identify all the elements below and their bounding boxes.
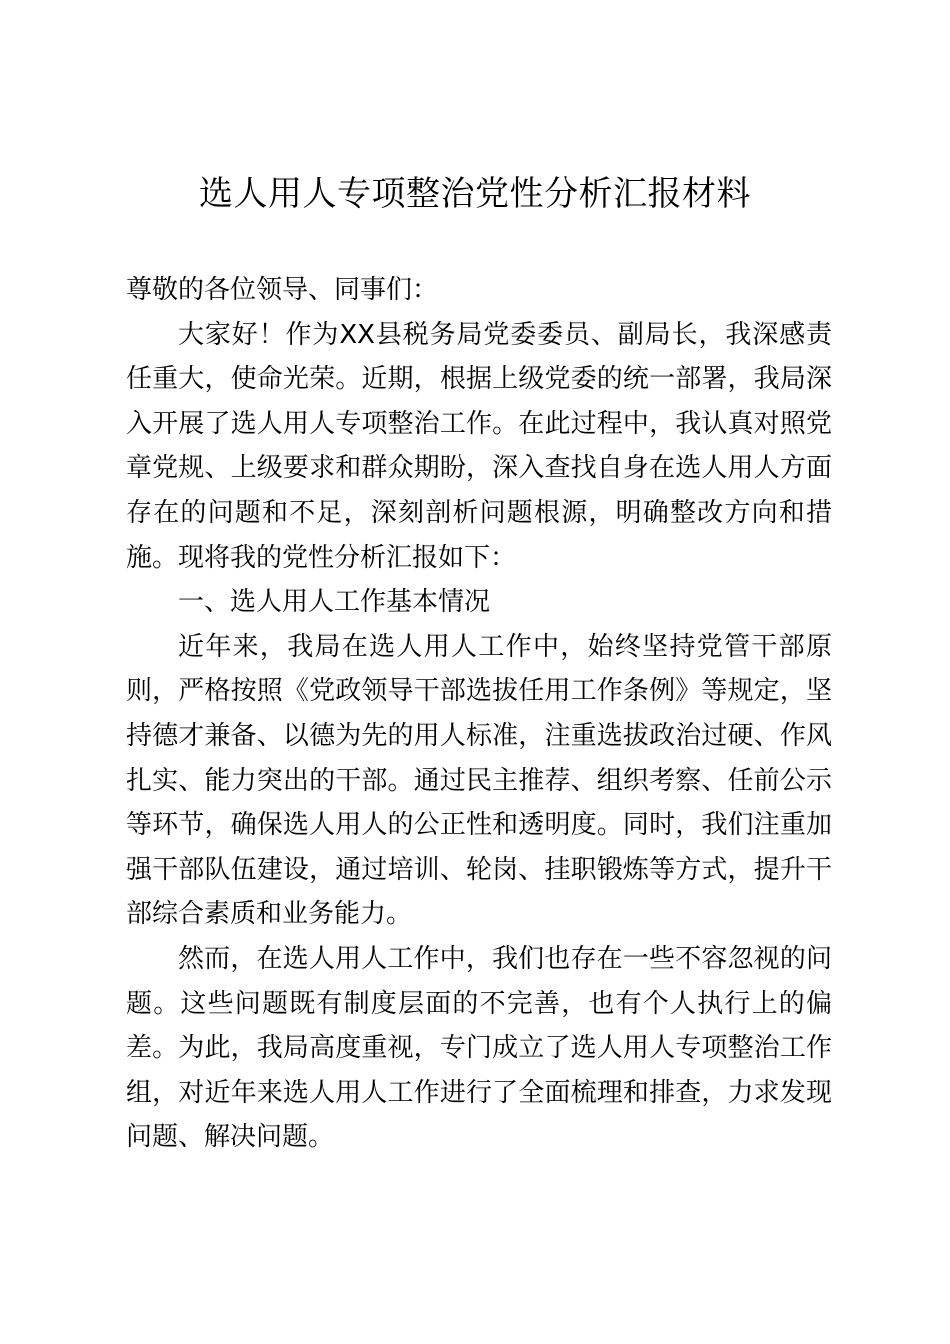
- section-heading: 一、选人用人工作基本情况: [178, 587, 491, 618]
- document-body: [126, 268, 832, 1160]
- document-title: 选人用人专项整治党性分析汇报材料: [199, 174, 751, 214]
- paragraph-intro: 大家好！作为XX县税务局党委委员、副局长，我深感责任重大，使命光荣。近期，根据上级党委的统一部署，我局深入开展了选人用人专项整治工作。在此过程中，我认真对照党章党规、上级要求和群众期盼，深入查找自身在选人用人方面存在的问题和不足，深刻剖析问题根源，明确整改方向和措施。现将我的党性分析汇报如下：: [126, 319, 832, 573]
- paragraph-basic-situation: 近年来，我局在选人用人工作中，始终坚持党管干部原则，严格按照《党政领导干部选拔任用工作条例》等规定，坚持德才兼备、以德为先的用人标准，注重选拔政治过硬、作风扎实、能力突出的干部。通过民主推荐、组织考察、任前公示等环节，确保选人用人的公正性和透明度。同时，我们注重加强干部队伍建设，通过培训、轮岗、挂职锻炼等方式，提升干部综合素质和业务能力。: [126, 631, 832, 930]
- paragraph-problems: 然而，在选人用人工作中，我们也存在一些不容忽视的问题。这些问题既有制度层面的不完善，也有个人执行上的偏差。为此，我局高度重视，专门成立了选人用人专项整治工作组，对近年来选人用人工作进行了全面梳理和排查，力求发现问题、解决问题。: [126, 943, 832, 1153]
- salutation: 尊敬的各位领导、同事们：: [126, 275, 439, 305]
